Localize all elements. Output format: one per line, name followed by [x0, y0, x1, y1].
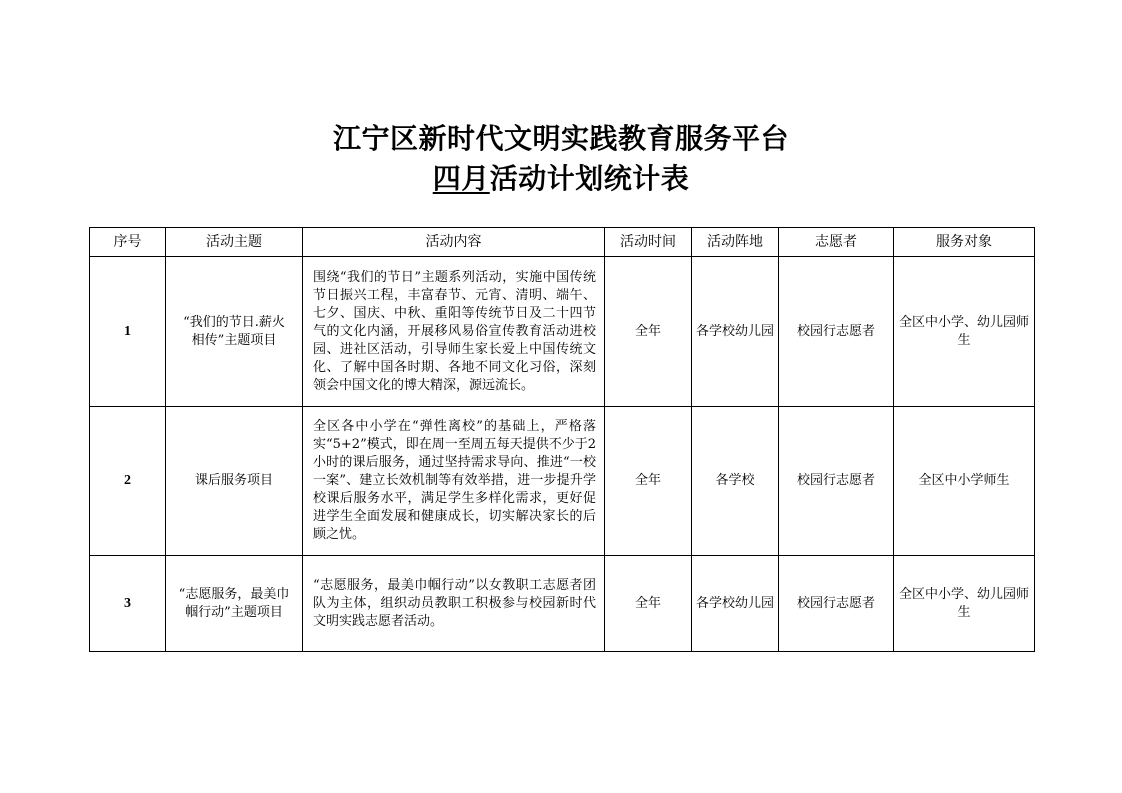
- row-venue: 各学校幼儿园: [692, 556, 779, 652]
- header-content: 活动内容: [303, 228, 605, 257]
- row-audience: 全区中小学师生: [894, 407, 1035, 556]
- row-index: 2: [90, 407, 166, 556]
- row-content: 全区各中小学在“弹性离校”的基础上，严格落实“5+2”模式，即在周一至周五每天提供不少于2小时的课后服务，通过坚持需求导向、推进“一校一案”、建立长效机制等有效举措，进一步提升学校课后服务水平，满足学生多样化需求，更好促进学生全面发展和健康成长，切实解决家长的后顾之忧。: [303, 407, 605, 556]
- row-time: 全年: [605, 257, 692, 407]
- title-line-2: [0, 160, 1122, 198]
- row-volunteers: 校园行志愿者: [779, 257, 894, 407]
- header-time: 活动时间: [605, 228, 692, 257]
- row-volunteers: 校园行志愿者: [779, 556, 894, 652]
- row-venue: 各学校幼儿园: [692, 257, 779, 407]
- header-index: 序号: [90, 228, 166, 257]
- table-row: [90, 257, 1035, 407]
- row-theme: 课后服务项目: [166, 407, 303, 556]
- title-suffix: 活动计划统计表: [489, 162, 690, 195]
- header-venue: 活动阵地: [692, 228, 779, 257]
- header-volunteers: 志愿者: [779, 228, 894, 257]
- title-line-1: 江宁区新时代文明实践教育服务平台: [332, 122, 789, 155]
- header-audience: 服务对象: [894, 228, 1035, 257]
- title-month: 四月: [432, 162, 490, 195]
- row-theme: “我们的节日.薪火相传”主题项目: [166, 257, 303, 407]
- table-row: [90, 407, 1035, 556]
- row-time: 全年: [605, 556, 692, 652]
- row-time: 全年: [605, 407, 692, 556]
- row-audience: 全区中小学、幼儿园师生: [894, 257, 1035, 407]
- row-index: 1: [90, 257, 166, 407]
- table-header-row: [90, 228, 1035, 257]
- row-content: “志愿服务，最美巾帼行动”以女教职工志愿者团队为主体，组织动员教职工积极参与校园新时代文明实践志愿者活动。: [303, 556, 605, 652]
- row-theme: “志愿服务，最美巾帼行动”主题项目: [166, 556, 303, 652]
- row-volunteers: 校园行志愿者: [779, 407, 894, 556]
- header-theme: 活动主题: [166, 228, 303, 257]
- row-index: 3: [90, 556, 166, 652]
- table-row: [90, 556, 1035, 652]
- activity-plan-table: [89, 227, 1035, 652]
- row-venue: 各学校: [692, 407, 779, 556]
- row-content: 围绕“我们的节日”主题系列活动，实施中国传统节日振兴工程，丰富春节、元宵、清明、端午、七夕、国庆、中秋、重阳等传统节日及二十四节气的文化内涵，开展移风易俗宣传教育活动进校园、进社区活动，引导师生家长爱上中国传统文化、了解中国各时期、各地不同文化习俗，深刻领会中国文化的博大精深，源远流长。: [303, 257, 605, 407]
- document-title: [0, 120, 1122, 198]
- row-audience: 全区中小学、幼儿园师生: [894, 556, 1035, 652]
